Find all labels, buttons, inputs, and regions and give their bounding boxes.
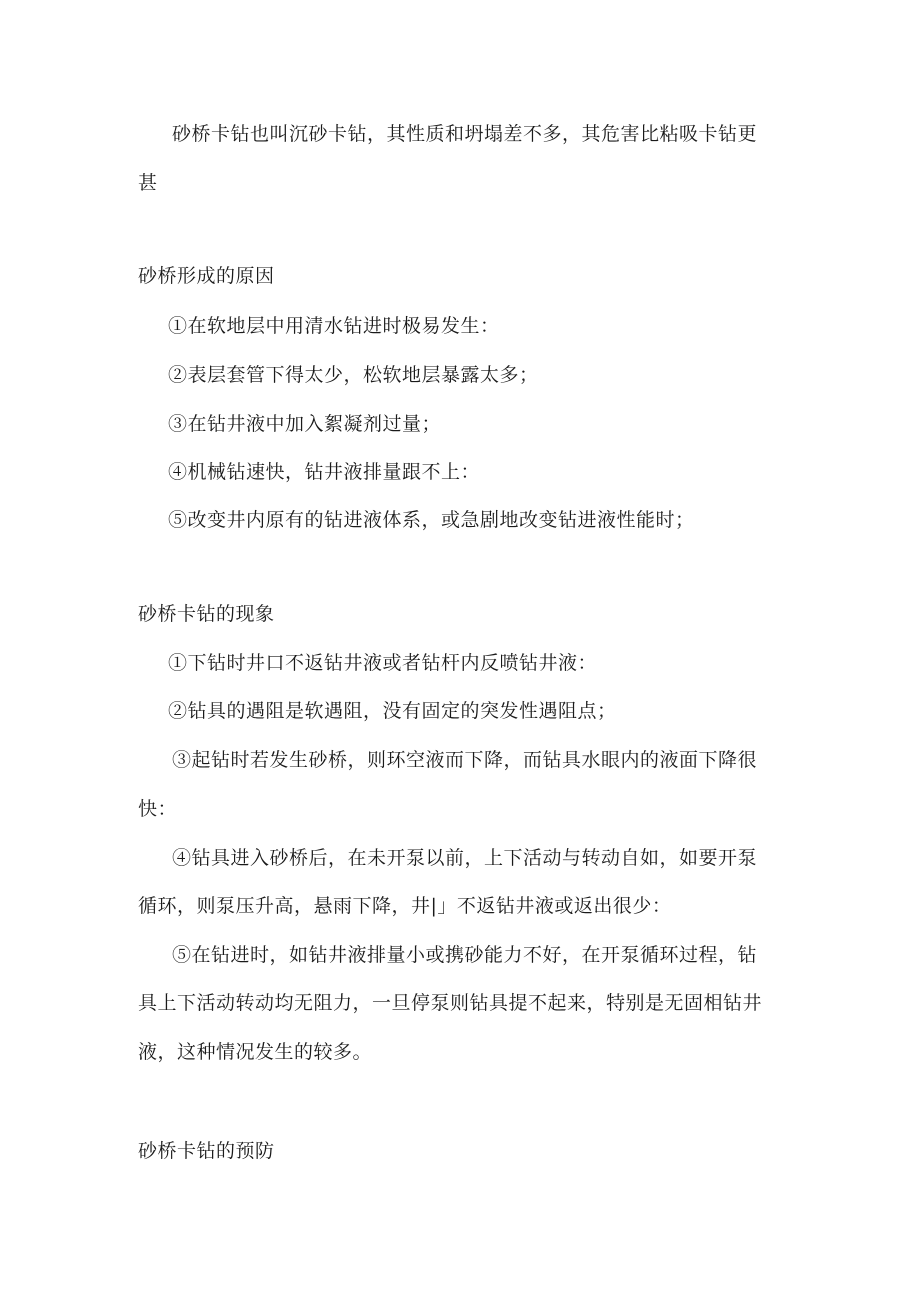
causes-heading: 砂桥形成的原因	[138, 265, 275, 287]
cause-item-2: ②表层套管下得太少，松软地层暴露太多；	[168, 364, 539, 386]
phenomenon-item-5-line-3: 液，这种情况发生的较多。	[138, 1041, 373, 1063]
intro-line-2: 甚	[138, 172, 158, 194]
phenomenon-item-3-line-2: 快：	[138, 798, 178, 820]
cause-item-3: ③在钻井液中加入絮凝剂过量；	[168, 413, 442, 435]
phenomena-heading: 砂桥卡钻的现象	[138, 603, 275, 625]
phenomenon-item-3-line-1: ③起钻时若发生砂桥，则环空液而下降，而钻具水眼内的液面下降很	[172, 749, 758, 771]
phenomenon-item-5-line-1: ⑤在钻进时，如钻井液排量小或携砂能力不好，在开泵循环过程，钻	[172, 944, 758, 966]
prevention-heading: 砂桥卡钻的预防	[138, 1140, 275, 1162]
phenomenon-item-2: ②钻具的遇阻是软遇阻，没有固定的突发性遇阻点；	[168, 700, 617, 722]
phenomenon-item-1: ①下钻时井口不返钻井液或者钻杆内反喷钻井液：	[168, 652, 598, 674]
cause-item-5: ⑤改变井内原有的钻进液体系，或急剧地改变钻进液性能时；	[168, 509, 695, 531]
phenomenon-item-4-line-2: 循环，则泵压升高，悬雨下降，井|」不返钻井液或返出很少：	[138, 895, 672, 917]
cause-item-4: ④机械钻速快，钻井液排量跟不上：	[168, 461, 481, 483]
intro-line-1: 砂桥卡钻也叫沉砂卡钻，其性质和坍塌差不多，其危害比粘吸卡钻更	[172, 123, 758, 145]
phenomenon-item-5-line-2: 具上下活动转动均无阻力，一旦停泵则钻具提不起来，特别是无固相钻井	[138, 992, 763, 1014]
phenomenon-item-4-line-1: ④钻具进入砂桥后，在未开泵以前，上下活动与转动自如，如要开泵	[172, 847, 758, 869]
cause-item-1: ①在软地层中用清水钻进时极易发生：	[168, 315, 500, 337]
